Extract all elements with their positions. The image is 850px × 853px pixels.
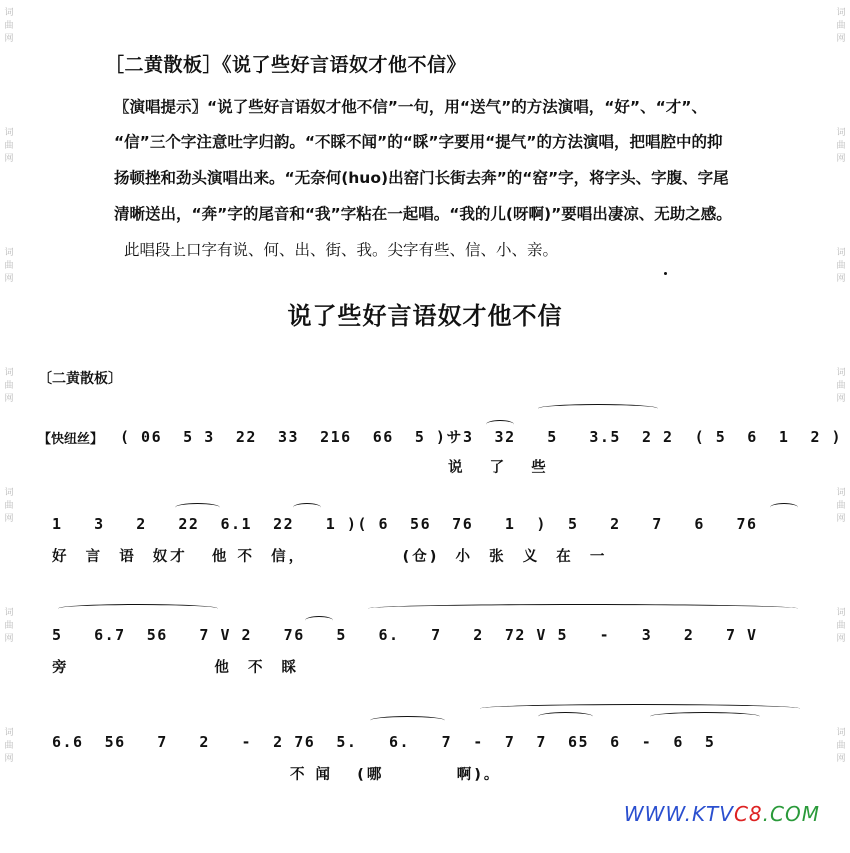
- watermark-glyph: 网: [836, 394, 846, 404]
- watermark-glyph: 词: [4, 248, 14, 258]
- score-row-1-lyrics: 说 了 些: [448, 460, 549, 476]
- slur-mark: [368, 604, 798, 613]
- banban-label: 〔二黄散板〕: [38, 371, 122, 387]
- watermark-glyph: 网: [836, 274, 846, 284]
- score-row-4-lyrics: 不 闻 (哪 啊)。: [290, 767, 502, 783]
- watermark-glyph: 曲: [836, 741, 846, 751]
- watermark-glyph: 网: [836, 754, 846, 764]
- watermark-glyph: 网: [4, 274, 14, 284]
- watermark-glyph: 词: [836, 248, 846, 258]
- watermark-glyph: 曲: [836, 381, 846, 391]
- instrument-label: 【快纽丝】: [38, 432, 104, 447]
- section-heading: ［二黄散板］《说了些好言语奴才他不信》: [105, 54, 467, 76]
- watermark-glyph: 词: [4, 128, 14, 138]
- watermark-glyph: 词: [836, 608, 846, 618]
- score-row-2-lyrics: 好 言 语 奴才 他 不 信， (仓) 小 张 义 在 一: [52, 549, 608, 565]
- slur-mark: [480, 704, 800, 713]
- watermark-glyph: 网: [836, 514, 846, 524]
- watermark-glyph: 词: [4, 728, 14, 738]
- watermark-glyph: 曲: [836, 501, 846, 511]
- watermark-glyph: 曲: [4, 621, 14, 631]
- site-watermark-url: [624, 802, 820, 826]
- watermark-glyph: 曲: [836, 141, 846, 151]
- watermark-glyph: 词: [836, 128, 846, 138]
- watermark-glyph: 网: [836, 154, 846, 164]
- performance-tip-line-4: 清晰送出，“奔”字的尾音和“我”字粘在一起唱。“我的儿(呀啊)”要唱出凄凉、无助之感。: [114, 205, 732, 223]
- slur-mark: [538, 404, 658, 413]
- slur-mark: [175, 503, 220, 512]
- watermark-glyph: 曲: [836, 21, 846, 31]
- watermark-glyph: 词: [836, 8, 846, 18]
- watermark-glyph: 网: [4, 754, 14, 764]
- watermark-glyph: 词: [836, 488, 846, 498]
- watermark-glyph: 网: [836, 634, 846, 644]
- watermark-glyph: 网: [4, 634, 14, 644]
- watermark-glyph: 网: [4, 514, 14, 524]
- watermark-glyph: 曲: [836, 261, 846, 271]
- score-row-2-notes: 1 3 2 22 6.1 22 1 )( 6 56 76 1 ) 5 2 7 6 76: [52, 515, 758, 533]
- slur-mark: [293, 503, 321, 512]
- watermark-glyph: 词: [4, 608, 14, 618]
- footer-url-text: WWW.KTVC8.COM: [623, 802, 820, 826]
- slur-mark: [770, 503, 798, 512]
- watermark-glyph: 词: [4, 8, 14, 18]
- watermark-glyph: 曲: [4, 501, 14, 511]
- watermark-glyph: 网: [4, 394, 14, 404]
- watermark-glyph: 词: [4, 368, 14, 378]
- score-row-4-notes: 6.6 56 7 2 - 2 76 5. 6. 7 - 7 7 65 6 - 6 5: [52, 733, 716, 751]
- watermark-glyph: 网: [836, 34, 846, 44]
- score-row-1-notes: ( 06 5 3 22 33 216 66 5 )サ3 32 5 3.5 2 2 ( 5 6 1 2 ): [120, 428, 843, 446]
- watermark-glyph: 网: [4, 154, 14, 164]
- score-row-3-notes: 5 6.7 56 7 V 2 76 5 6. 7 2 72 V 5 - 3 2 7 V: [52, 626, 758, 644]
- score-title: 说了些好言语奴才他不信: [287, 302, 563, 330]
- watermark-glyph: 词: [836, 728, 846, 738]
- watermark-glyph: 曲: [4, 21, 14, 31]
- slur-mark: [650, 712, 760, 721]
- pronunciation-note: 此唱段上口字有说、何、出、街、我。尖字有些、信、小、亲。: [124, 241, 559, 259]
- watermark-glyph: 词: [4, 488, 14, 498]
- slur-mark: [58, 604, 218, 613]
- stray-dot: [664, 272, 667, 275]
- watermark-glyph: 曲: [4, 141, 14, 151]
- score-row-3-lyrics: 旁 他 不 睬: [52, 660, 300, 676]
- performance-tip-line-1: 〖演唱提示〗“说了些好言语奴才他不信”一句，用“送气”的方法演唱，“好”、“才”、: [114, 98, 707, 116]
- watermark-glyph: 曲: [4, 261, 14, 271]
- watermark-glyph: 词: [836, 368, 846, 378]
- slur-mark: [305, 616, 333, 625]
- performance-tip-line-3: 扬顿挫和劲头演唱出来。“无奈何(huo)出窑门长街去奔”的“窑”字，将字头、字腹、字尾: [114, 169, 729, 187]
- slur-mark: [370, 716, 445, 725]
- left-watermark-column: [2, 0, 16, 853]
- watermark-glyph: 曲: [4, 741, 14, 751]
- performance-tip-line-2: “信”三个字注意吐字归韵。“不睬不闻”的“睬”字要用“提气”的方法演唱，把唱腔中的抑: [114, 133, 723, 151]
- watermark-glyph: 曲: [4, 381, 14, 391]
- slur-mark: [538, 712, 593, 721]
- watermark-glyph: 网: [4, 34, 14, 44]
- watermark-glyph: 曲: [836, 621, 846, 631]
